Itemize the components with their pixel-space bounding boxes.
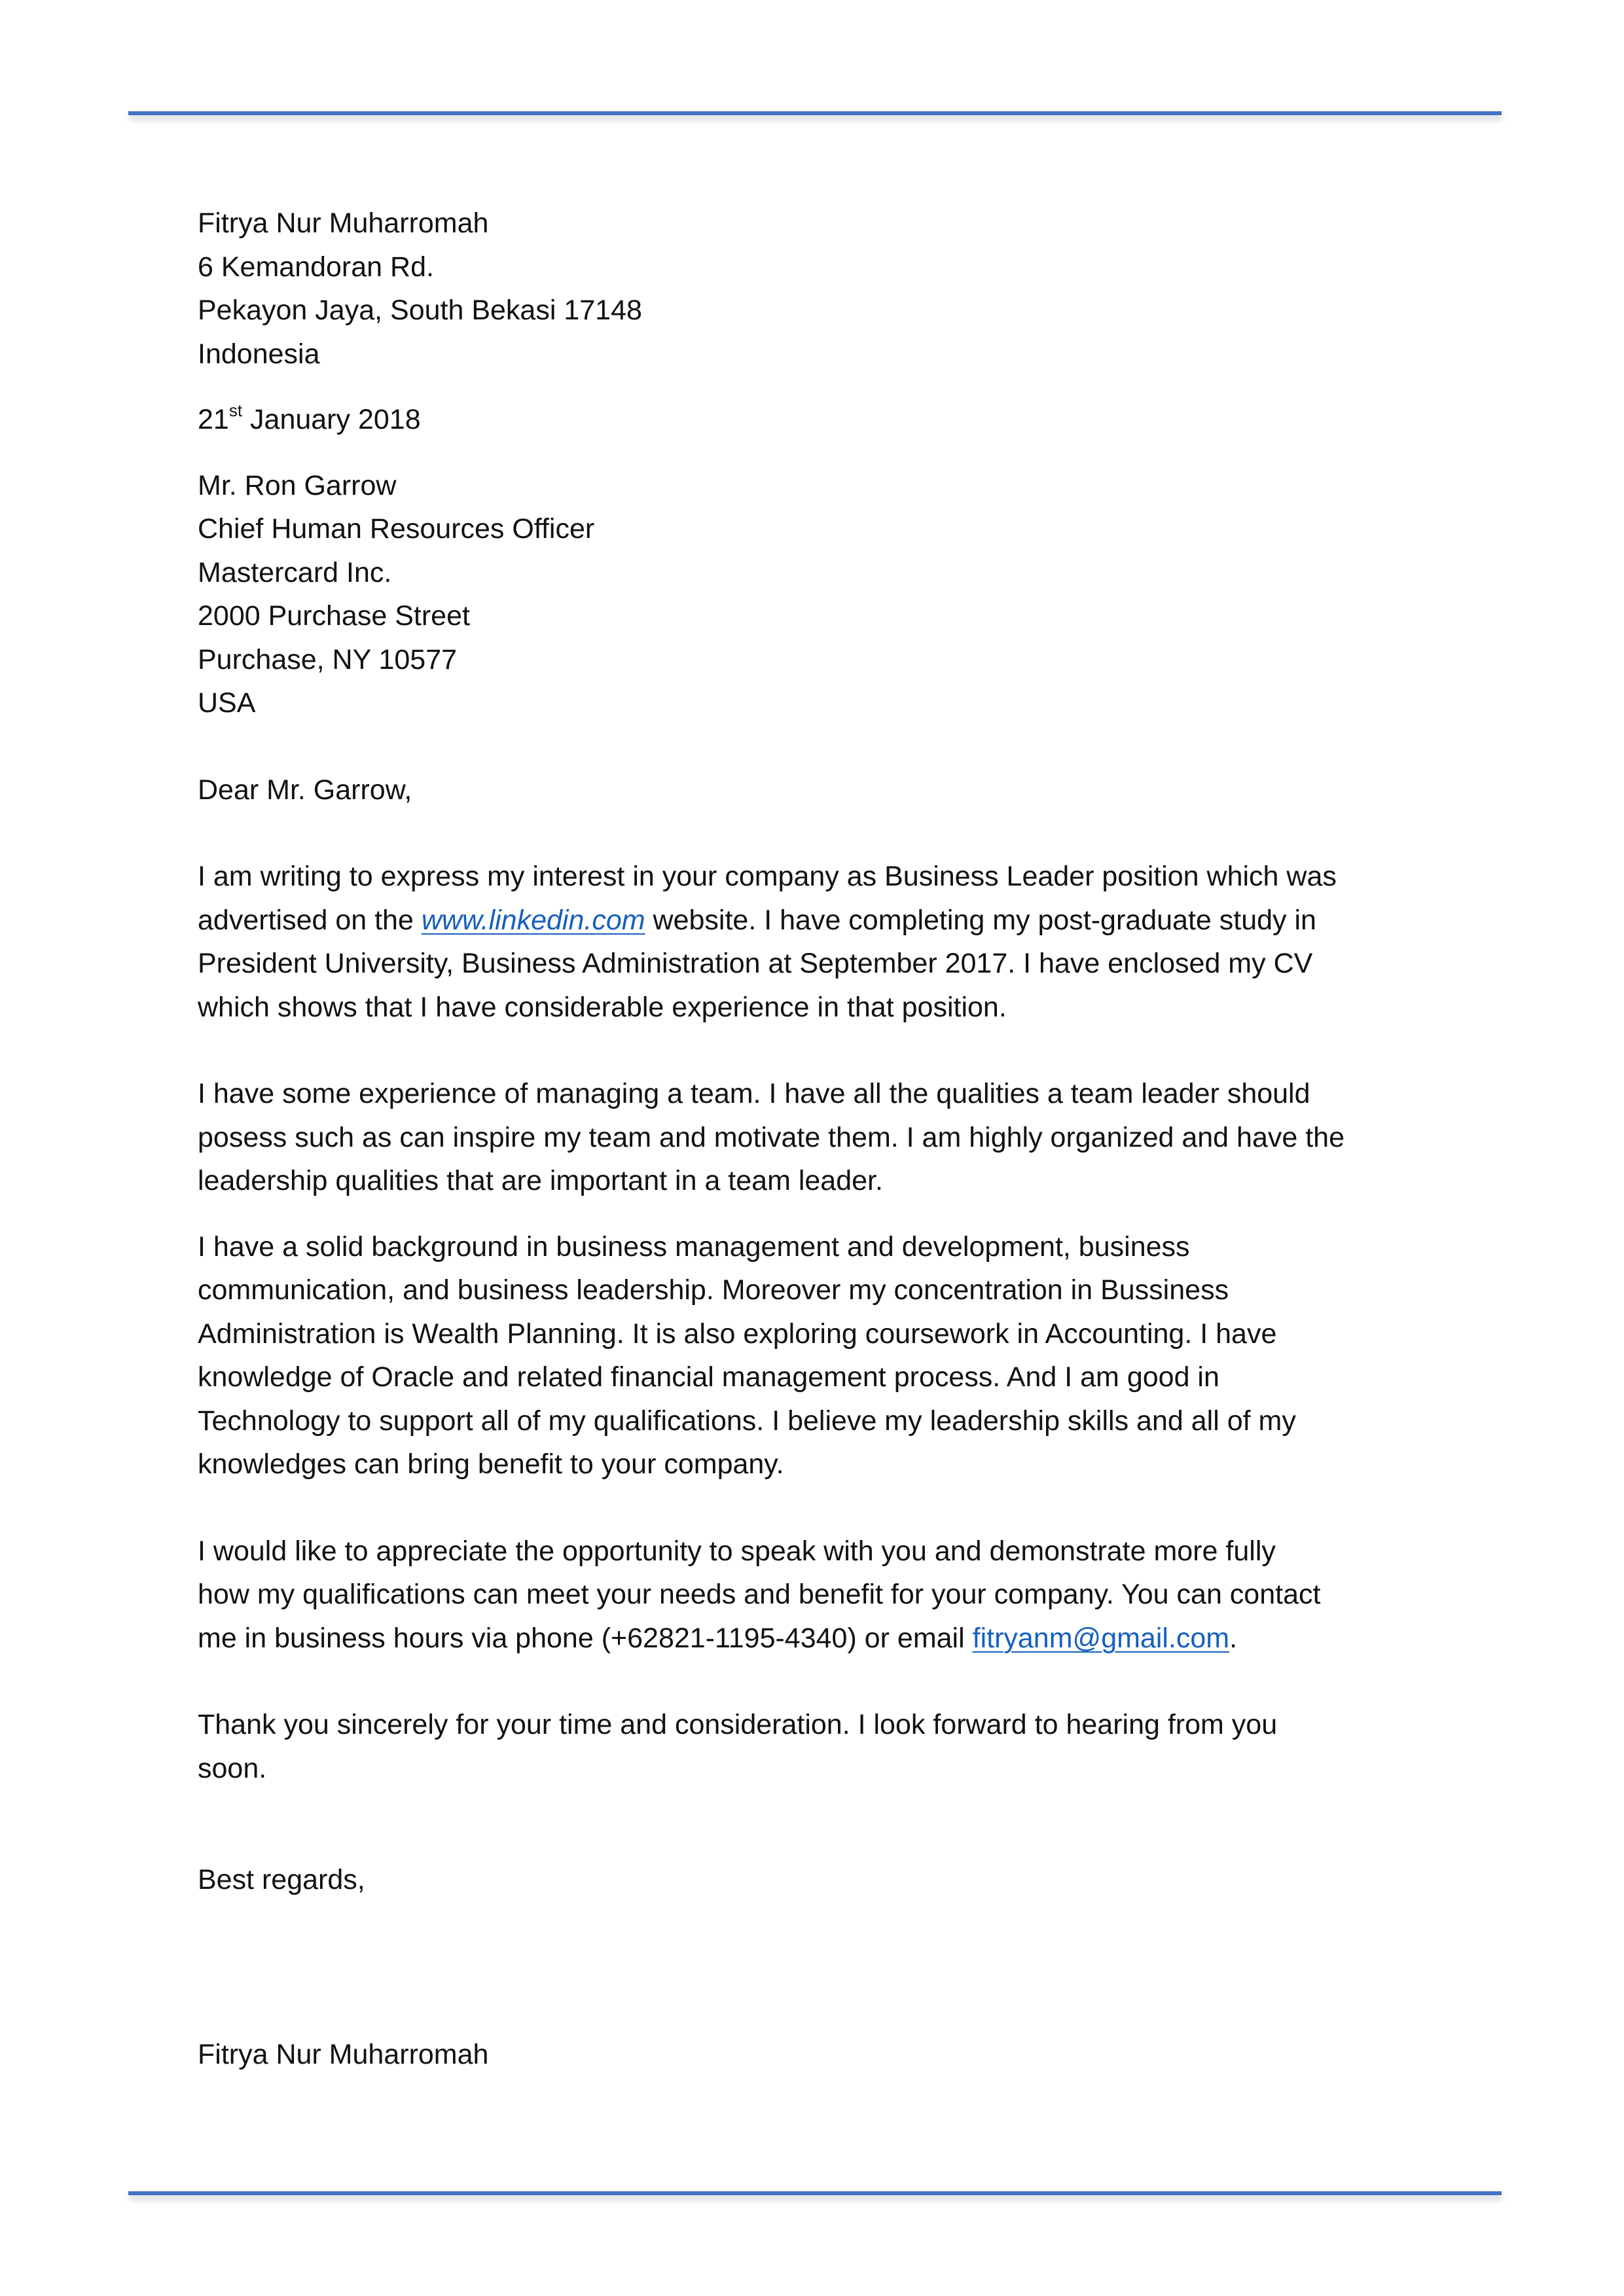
paragraph-line: soon. bbox=[198, 1752, 267, 1784]
date-rest: January 2018 bbox=[242, 404, 421, 435]
recipient-city: Purchase, NY 10577 bbox=[198, 643, 458, 675]
recipient-title: Chief Human Resources Officer bbox=[198, 513, 595, 545]
closing-text: Best regards, bbox=[198, 1864, 365, 1895]
letter-body bbox=[198, 202, 1441, 2076]
paragraph-line: President University, Business Administration at September 2017. I have enclosed my CV bbox=[198, 948, 1313, 979]
paragraph-line: which shows that I have considerable experience in that position. bbox=[198, 991, 1007, 1023]
paragraph-text: me in business hours via phone (+62821-1195-4340) or email bbox=[198, 1622, 973, 1654]
paragraph-line: Administration is Wealth Planning. It is also exploring coursework in Accounting. I have bbox=[198, 1318, 1277, 1350]
sender-city: Pekayon Jaya, South Bekasi 17148 bbox=[198, 295, 642, 326]
sender-address bbox=[198, 202, 1441, 376]
recipient-name: Mr. Ron Garrow bbox=[198, 469, 397, 501]
paragraph-line: Technology to support all of my qualifications. I believe my leadership skills and all of my bbox=[198, 1405, 1296, 1437]
paragraph-line bbox=[198, 899, 1441, 942]
signature-name: Fitrya Nur Muharromah bbox=[198, 2038, 489, 2070]
salutation-text: Dear Mr. Garrow, bbox=[198, 774, 412, 806]
paragraph-4 bbox=[198, 1530, 1441, 1660]
paragraph-3 bbox=[198, 1225, 1441, 1486]
paragraph-text: . bbox=[1229, 1622, 1238, 1654]
paragraph-5 bbox=[198, 1703, 1441, 1790]
paragraph-text: advertised on the bbox=[198, 904, 422, 936]
linkedin-link[interactable]: www.linkedin.com bbox=[421, 904, 645, 936]
closing bbox=[198, 1858, 1441, 1902]
paragraph-line: communication, and business leadership. Moreover my concentration in Bussiness bbox=[198, 1274, 1229, 1306]
sender-street: 6 Kemandoran Rd. bbox=[198, 251, 434, 283]
paragraph-line: knowledge of Oracle and related financial management process. And I am good in bbox=[198, 1361, 1219, 1393]
recipient-company: Mastercard Inc. bbox=[198, 556, 392, 588]
recipient-street: 2000 Purchase Street bbox=[198, 600, 470, 632]
paragraph-line: I have a solid background in business management and development, business bbox=[198, 1230, 1190, 1263]
sender-country: Indonesia bbox=[198, 338, 320, 370]
paragraph-line: posess such as can inspire my team and motivate them. I am highly organized and have the bbox=[198, 1121, 1344, 1153]
signature bbox=[198, 2033, 1441, 2077]
sender-name: Fitrya Nur Muharromah bbox=[198, 207, 489, 239]
paragraph-text: website. I have completing my post-graduate study in bbox=[645, 904, 1316, 936]
recipient-country: USA bbox=[198, 687, 256, 719]
paragraph-line: knowledges can bring benefit to your company. bbox=[198, 1448, 784, 1480]
recipient-address bbox=[198, 464, 1441, 725]
bottom-border-rule bbox=[128, 2191, 1502, 2195]
top-border-rule bbox=[128, 111, 1502, 115]
paragraph-2 bbox=[198, 1072, 1441, 1203]
paragraph-line bbox=[198, 1617, 1441, 1660]
paragraph-line: Thank you sincerely for your time and consideration. I look forward to hearing from you bbox=[198, 1709, 1278, 1740]
paragraph-line: how my qualifications can meet your needs and benefit for your company. You can contact bbox=[198, 1579, 1321, 1610]
paragraph-line: I would like to appreciate the opportunity to speak with you and demonstrate more fully bbox=[198, 1535, 1276, 1567]
date-day: 21 bbox=[198, 404, 229, 435]
letter-date bbox=[198, 398, 1441, 442]
paragraph-line: leadership qualities that are important in a team leader. bbox=[198, 1165, 883, 1196]
paragraph-line: I am writing to express my interest in your company as Business Leader position which was bbox=[198, 861, 1337, 892]
email-link[interactable]: fitryanm@gmail.com bbox=[972, 1622, 1230, 1654]
paragraph-line: I have some experience of managing a team. I have all the qualities a team leader should bbox=[198, 1078, 1310, 1109]
date-suffix: st bbox=[228, 400, 243, 420]
paragraph-1 bbox=[198, 855, 1441, 1029]
salutation bbox=[198, 768, 1441, 812]
